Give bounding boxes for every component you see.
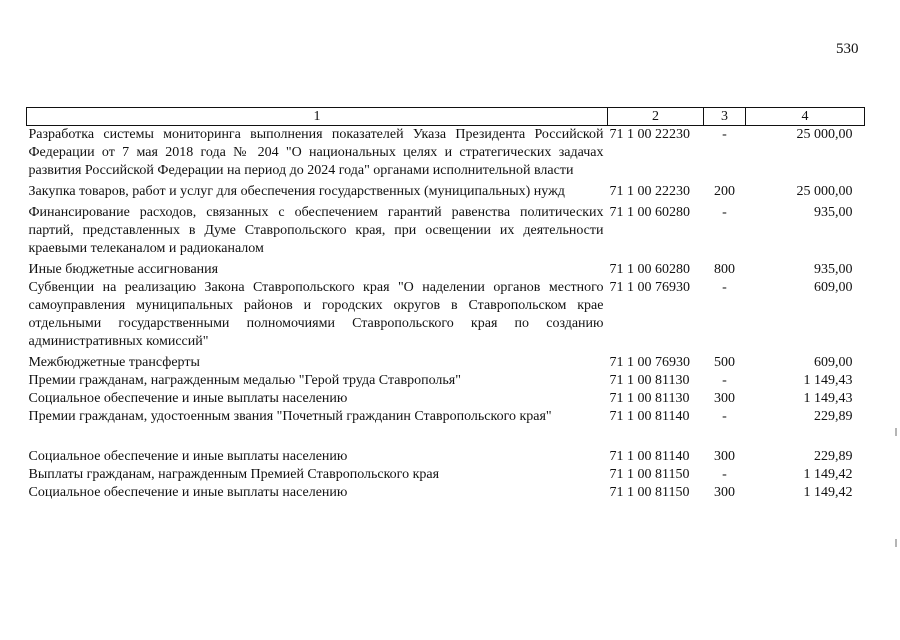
row-amount: 935,00 [814,205,853,220]
table-row [27,466,865,484]
row-type: 800 [714,262,735,277]
row-name: Премии гражданам, удостоенным звания "Почетный гражданин Ставропольского края" [28,409,552,424]
table-row [27,261,865,279]
row-name: Выплаты гражданам, награжденным Премией Ставропольского края [28,467,440,482]
row-amount: 609,00 [814,355,853,370]
row-code: 71 1 00 81140 [609,449,690,464]
scan-artifact-mark [895,428,897,436]
table-row [27,126,865,184]
budget-table-container [26,107,864,502]
row-code: 71 1 00 81150 [609,467,690,482]
row-name: Социальное обеспечение и иные выплаты населению [28,391,348,406]
row-type: - [722,127,727,142]
row-name: Иные бюджетные ассигнования [28,262,219,277]
row-name: Социальное обеспечение и иные выплаты населению [28,449,348,464]
row-code: 71 1 00 60280 [609,262,690,277]
row-code: 71 1 00 81130 [609,373,690,388]
page-number: 530 [836,41,859,57]
row-type: 200 [714,184,735,199]
row-code: 71 1 00 22230 [609,184,690,199]
row-name: Межбюджетные трансферты [28,355,200,370]
row-code: 71 1 00 81140 [609,409,690,424]
table-row [27,372,865,390]
row-code: 71 1 00 76930 [609,355,690,370]
budget-table [26,107,865,502]
row-code: 71 1 00 22230 [609,127,690,142]
row-amount: 229,89 [814,409,853,424]
table-row [27,279,865,354]
row-type: - [722,467,727,482]
table-row [27,183,865,204]
row-amount: 1 149,43 [803,391,853,406]
table-header [27,108,865,126]
row-name: Финансирование расходов, связанных с обеспечением гарантий равенства политических партий, представленных в Думе Ставропольского края, при освещении их деятельности краевыми телеканалом и радиоканалом [28,205,604,256]
row-name: Субвенции на реализацию Закона Ставропольского края "О наделении органов местного самоуправления муниципальных районов и городских округов в Ставропольском крае отдельными государственными полномочиями Ставропольского края по созданию административных комиссий" [28,280,604,349]
table-body [27,126,865,503]
row-name: Закупка товаров, работ и услуг для обеспечения государственных (муниципальных) нужд [28,184,565,199]
row-type: 300 [714,485,735,500]
row-code: 71 1 00 81150 [609,485,690,500]
row-code: 71 1 00 60280 [609,205,690,220]
row-type: - [722,280,727,295]
row-type: 300 [714,391,735,406]
row-amount: 935,00 [814,262,853,277]
table-row [27,408,865,448]
header-row [27,108,865,126]
table-row [27,448,865,466]
row-type: - [722,205,727,220]
row-amount: 1 149,43 [803,373,853,388]
row-type: 300 [714,449,735,464]
row-name: Премии гражданам, награжденным медалью "Герой труда Ставрополья" [28,373,461,388]
table-row [27,204,865,261]
header-col-1: 1 [27,108,608,126]
row-code: 71 1 00 81130 [609,391,690,406]
row-name: Социальное обеспечение и иные выплаты населению [28,485,348,500]
table-row [27,484,865,502]
header-col-2: 2 [608,108,704,126]
table-row [27,354,865,372]
header-col-4: 4 [746,108,865,126]
row-type: - [722,373,727,388]
row-type: - [722,409,727,424]
row-amount: 1 149,42 [803,485,853,500]
row-code: 71 1 00 76930 [609,280,690,295]
row-amount: 25 000,00 [796,184,853,199]
row-amount: 25 000,00 [796,127,853,142]
row-amount: 609,00 [814,280,853,295]
header-col-3: 3 [704,108,746,126]
row-amount: 229,89 [814,449,853,464]
table-row [27,390,865,408]
row-type: 500 [714,355,735,370]
row-amount: 1 149,42 [803,467,853,482]
row-name: Разработка системы мониторинга выполнения показателей Указа Президента Российской Федерации от 7 мая 2018 года № 204 "О национальных целях и стратегических задачах развития Российской Федерации на период до 2024 года" органами исполнительной власти [28,127,604,178]
scan-artifact-mark [895,539,897,547]
